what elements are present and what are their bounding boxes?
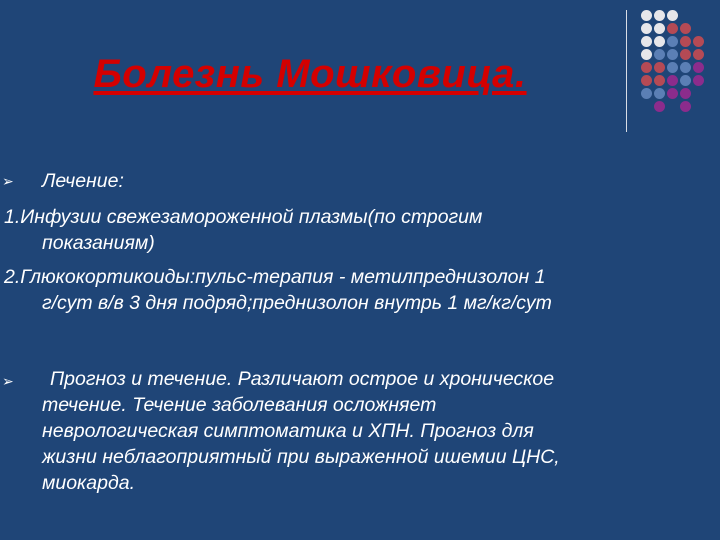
dot	[667, 10, 678, 21]
dot	[641, 62, 652, 73]
dot	[654, 49, 665, 60]
dot	[654, 62, 665, 73]
dot	[641, 23, 652, 34]
treatment-item-1-line-2: показаниям)	[42, 232, 155, 254]
dot	[641, 75, 652, 86]
dot	[667, 36, 678, 47]
dot	[641, 10, 652, 21]
dot	[641, 49, 652, 60]
title-divider-line	[626, 10, 627, 132]
dot	[680, 88, 691, 99]
treatment-item-2-line-2: г/сут в/в 3 дня подряд;преднизолон внутрь 1 мг/кг/сут	[42, 292, 552, 314]
dot	[693, 75, 704, 86]
prognosis-line-4: жизни неблагоприятный при выраженной ишемии ЦНС,	[42, 446, 560, 468]
dot	[693, 36, 704, 47]
treatment-item-2-line-1: 2.Глюкокортикоиды:пульс-терапия - метилпреднизолон 1	[4, 266, 546, 288]
dot	[680, 49, 691, 60]
prognosis-line-5: миокарда.	[42, 472, 135, 494]
dot	[680, 36, 691, 47]
dot	[654, 75, 665, 86]
dot	[680, 23, 691, 34]
dot	[667, 23, 678, 34]
prognosis-line-2: течение. Течение заболевания осложняет	[42, 394, 437, 416]
bullet-arrow-icon: ➢	[2, 373, 14, 389]
dot	[654, 23, 665, 34]
prognosis-line-3: неврологическая симптоматика и ХПН. Прогноз для	[42, 420, 534, 442]
treatment-heading: Лечение:	[42, 170, 124, 192]
dot	[641, 36, 652, 47]
dot	[693, 49, 704, 60]
dot	[654, 36, 665, 47]
dot	[667, 49, 678, 60]
prognosis-line-1: Прогноз и течение. Различают острое и хроническое	[50, 368, 555, 390]
dot	[693, 62, 704, 73]
decorative-dot-grid	[640, 10, 720, 120]
dot	[667, 88, 678, 99]
dot	[667, 75, 678, 86]
dot	[654, 101, 665, 112]
treatment-item-1-line-1: 1.Инфузии свежезамороженной плазмы(по строгим	[4, 206, 483, 228]
dot	[654, 10, 665, 21]
slide-title: Болезнь Мошковица.	[93, 52, 527, 96]
dot	[641, 88, 652, 99]
dot	[680, 101, 691, 112]
dot	[654, 88, 665, 99]
dot	[667, 62, 678, 73]
dot	[680, 62, 691, 73]
dot	[680, 75, 691, 86]
bullet-arrow-icon: ➢	[2, 173, 14, 189]
